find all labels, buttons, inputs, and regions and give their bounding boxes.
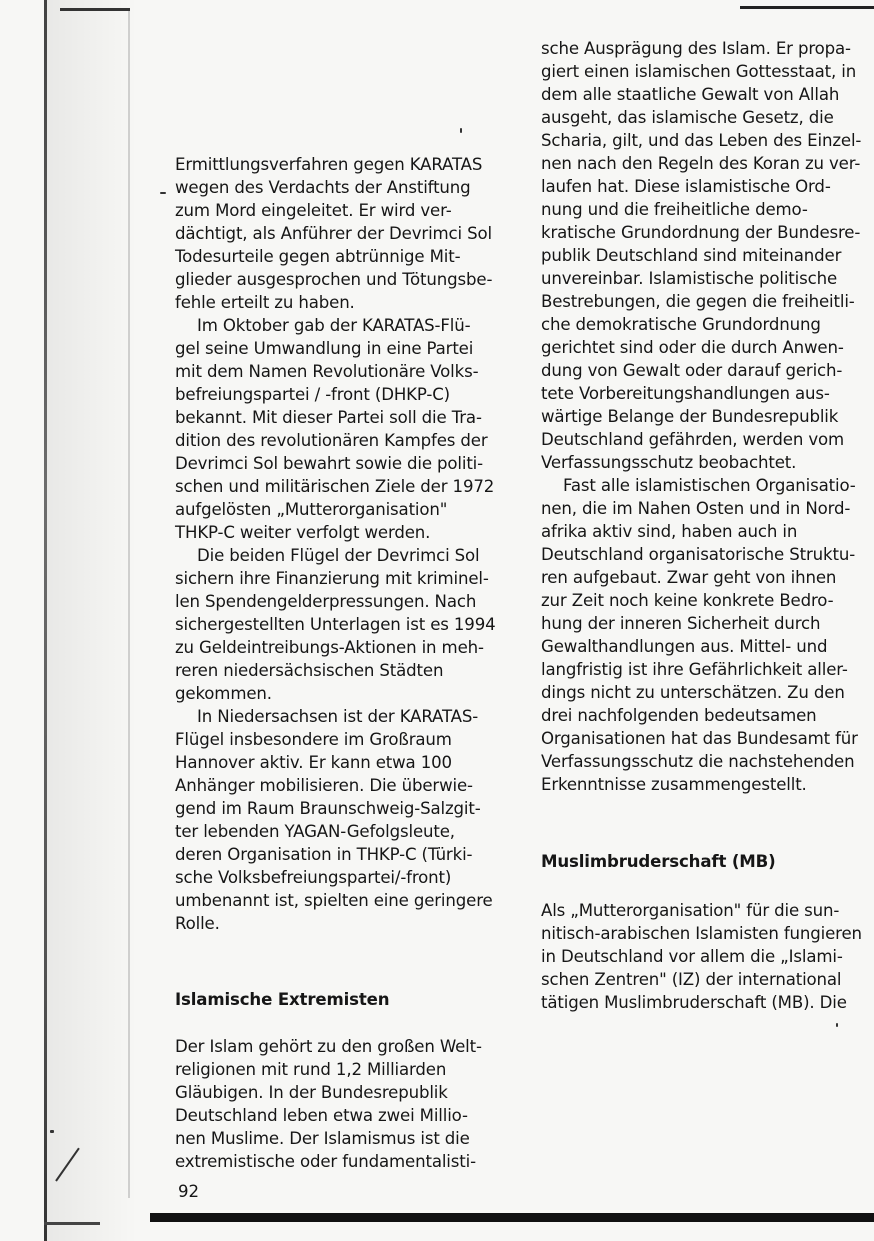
- right-section-text: [541, 899, 871, 1014]
- text-line: wärtige Belange der Bundesrepublik: [541, 407, 839, 426]
- text-line: deren Organisation in THKP-C (Türki-: [175, 845, 473, 864]
- text-line: tete Vorbereitungshandlungen aus-: [541, 384, 830, 403]
- text-line: tätigen Muslimbruderschaft (MB). Die: [541, 993, 847, 1012]
- text-line: dition des revolutionären Kampfes der: [175, 431, 488, 450]
- text-line: giert einen islamischen Gottesstaat, in: [541, 62, 857, 81]
- text-line: mit dem Namen Revolutionäre Volks-: [175, 362, 479, 381]
- section-heading-muslimbruderschaft: Muslimbruderschaft (MB): [541, 852, 776, 871]
- text-line: zu Geldeintreibungs-Aktionen in meh-: [175, 638, 484, 657]
- section-heading-islamische-extremisten: Islamische Extremisten: [175, 990, 390, 1009]
- scan-bottom-bar-left: [44, 1222, 100, 1225]
- text-line: nen, die im Nahen Osten und in Nord-: [541, 499, 851, 518]
- text-line: publik Deutschland sind miteinander: [541, 246, 842, 265]
- text-line: nung und die freiheitliche demo-: [541, 200, 808, 219]
- text-line: In Niedersachsen ist der KARATAS-: [197, 707, 479, 726]
- text-line: Bestrebungen, die gegen die freiheitli-: [541, 292, 855, 311]
- text-line: sichern ihre Finanzierung mit kriminel-: [175, 569, 489, 588]
- text-line: zum Mord eingeleitet. Er wird ver-: [175, 201, 452, 220]
- text-line: religionen mit rund 1,2 Milliarden: [175, 1060, 447, 1079]
- scan-speck: [836, 1023, 838, 1027]
- text-line: sche Ausprägung des Islam. Er propa-: [541, 39, 851, 58]
- text-line: Ermittlungsverfahren gegen KARATAS: [175, 155, 483, 174]
- text-line: aufgelösten „Mutterorganisation": [175, 500, 448, 519]
- text-line: ter lebenden YAGAN-Gefolgsleute,: [175, 822, 455, 841]
- scan-inner-line: [128, 8, 130, 1198]
- text-line: dung von Gewalt oder darauf gerich-: [541, 361, 843, 380]
- text-line: Scharia, gilt, und das Leben des Einzel-: [541, 131, 862, 150]
- text-line: Organisationen hat das Bundesamt für: [541, 729, 858, 748]
- text-line: che demokratische Grundordnung: [541, 315, 821, 334]
- page-number: 92: [178, 1182, 200, 1201]
- text-line: Rolle.: [175, 914, 220, 933]
- text-line: Hannover aktiv. Er kann etwa 100: [175, 753, 452, 772]
- scan-bottom-bar: [150, 1213, 874, 1222]
- text-line: Deutschland leben etwa zwei Millio-: [175, 1106, 468, 1125]
- text-line: Die beiden Flügel der Devrimci Sol: [197, 546, 480, 565]
- text-line: Erkenntnisse zusammengestellt.: [541, 775, 807, 794]
- text-line: Der Islam gehört zu den großen Welt-: [175, 1037, 482, 1056]
- text-line: Im Oktober gab der KARATAS-Flü-: [197, 316, 471, 335]
- text-line: reren niedersächsischen Städten: [175, 661, 444, 680]
- text-line: in Deutschland vor allem die „Islami-: [541, 947, 843, 966]
- text-line: kratische Grundordnung der Bundesre-: [541, 223, 861, 242]
- scan-top-bar-left: [60, 8, 130, 11]
- left-section-text: [175, 1035, 505, 1173]
- text-line: Gewalthandlungen aus. Mittel- und: [541, 637, 828, 656]
- text-line: gerichtet sind oder die durch Anwen-: [541, 338, 844, 357]
- text-line: nitisch-arabischen Islamisten fungieren: [541, 924, 862, 943]
- text-line: Deutschland gefährden, werden vom: [541, 430, 845, 449]
- text-line: unvereinbar. Islamistische politische: [541, 269, 837, 288]
- text-line: gend im Raum Braunschweig-Salzgit-: [175, 799, 481, 818]
- text-line: Verfassungsschutz beobachtet.: [541, 453, 797, 472]
- text-line: Deutschland organisatorische Struktu-: [541, 545, 856, 564]
- text-line: fehle erteilt zu haben.: [175, 293, 355, 312]
- text-line: laufen hat. Diese islamistische Ord-: [541, 177, 831, 196]
- text-line: drei nachfolgenden bedeutsamen: [541, 706, 817, 725]
- scan-speck: [160, 192, 166, 194]
- text-line: ausgeht, das islamische Gesetz, die: [541, 108, 834, 127]
- text-line: extremistische oder fundamentalisti-: [175, 1152, 476, 1171]
- left-body-text: [175, 153, 505, 935]
- text-line: befreiungspartei / -front (DHKP-C): [175, 385, 451, 404]
- text-line: gekommen.: [175, 684, 272, 703]
- text-line: Fast alle islamistischen Organisatio-: [563, 476, 856, 495]
- text-line: wegen des Verdachts der Anstiftung: [175, 178, 471, 197]
- text-line: nen Muslime. Der Islamismus ist die: [175, 1129, 470, 1148]
- scan-speck: [460, 128, 462, 133]
- text-line: sche Volksbefreiungspartei/-front): [175, 868, 452, 887]
- text-line: afrika aktiv sind, haben auch in: [541, 522, 798, 541]
- right-body-text: [541, 37, 871, 796]
- text-line: nen nach den Regeln des Koran zu ver-: [541, 154, 861, 173]
- text-line: umbenannt ist, spielten eine geringere: [175, 891, 493, 910]
- text-line: dings nicht zu unterschätzen. Zu den: [541, 683, 845, 702]
- text-line: Devrimci Sol bewahrt sowie die politi-: [175, 454, 483, 473]
- text-line: bekannt. Mit dieser Partei soll die Tra-: [175, 408, 482, 427]
- text-line: langfristig ist ihre Gefährlichkeit aller-: [541, 660, 848, 679]
- text-line: schen Zentren" (IZ) der international: [541, 970, 842, 989]
- text-line: Als „Mutterorganisation" für die sun-: [541, 901, 840, 920]
- text-line: dem alle staatliche Gewalt von Allah: [541, 85, 840, 104]
- text-line: Anhänger mobilisieren. Die überwie-: [175, 776, 473, 795]
- text-line: Verfassungsschutz die nachstehenden: [541, 752, 855, 771]
- scan-speck: [50, 1130, 54, 1133]
- scan-shadow: [47, 0, 137, 1241]
- text-line: Flügel insbesondere im Großraum: [175, 730, 452, 749]
- text-line: Todesurteile gegen abtrünnige Mit-: [175, 247, 461, 266]
- scan-left-edge: [44, 0, 47, 1241]
- text-line: zur Zeit noch keine konkrete Bedro-: [541, 591, 834, 610]
- text-line: ren aufgebaut. Zwar geht von ihnen: [541, 568, 837, 587]
- text-line: Gläubigen. In der Bundesrepublik: [175, 1083, 448, 1102]
- text-line: hung der inneren Sicherheit durch: [541, 614, 821, 633]
- text-line: THKP-C weiter verfolgt werden.: [175, 523, 431, 542]
- text-line: len Spendengelderpressungen. Nach: [175, 592, 477, 611]
- text-line: sichergestellten Unterlagen ist es 1994: [175, 615, 496, 634]
- text-line: glieder ausgesprochen und Tötungsbe-: [175, 270, 493, 289]
- scan-top-bar-right: [740, 6, 874, 9]
- text-line: schen und militärischen Ziele der 1972: [175, 477, 495, 496]
- text-line: gel seine Umwandlung in eine Partei: [175, 339, 474, 358]
- text-line: dächtigt, als Anführer der Devrimci Sol: [175, 224, 492, 243]
